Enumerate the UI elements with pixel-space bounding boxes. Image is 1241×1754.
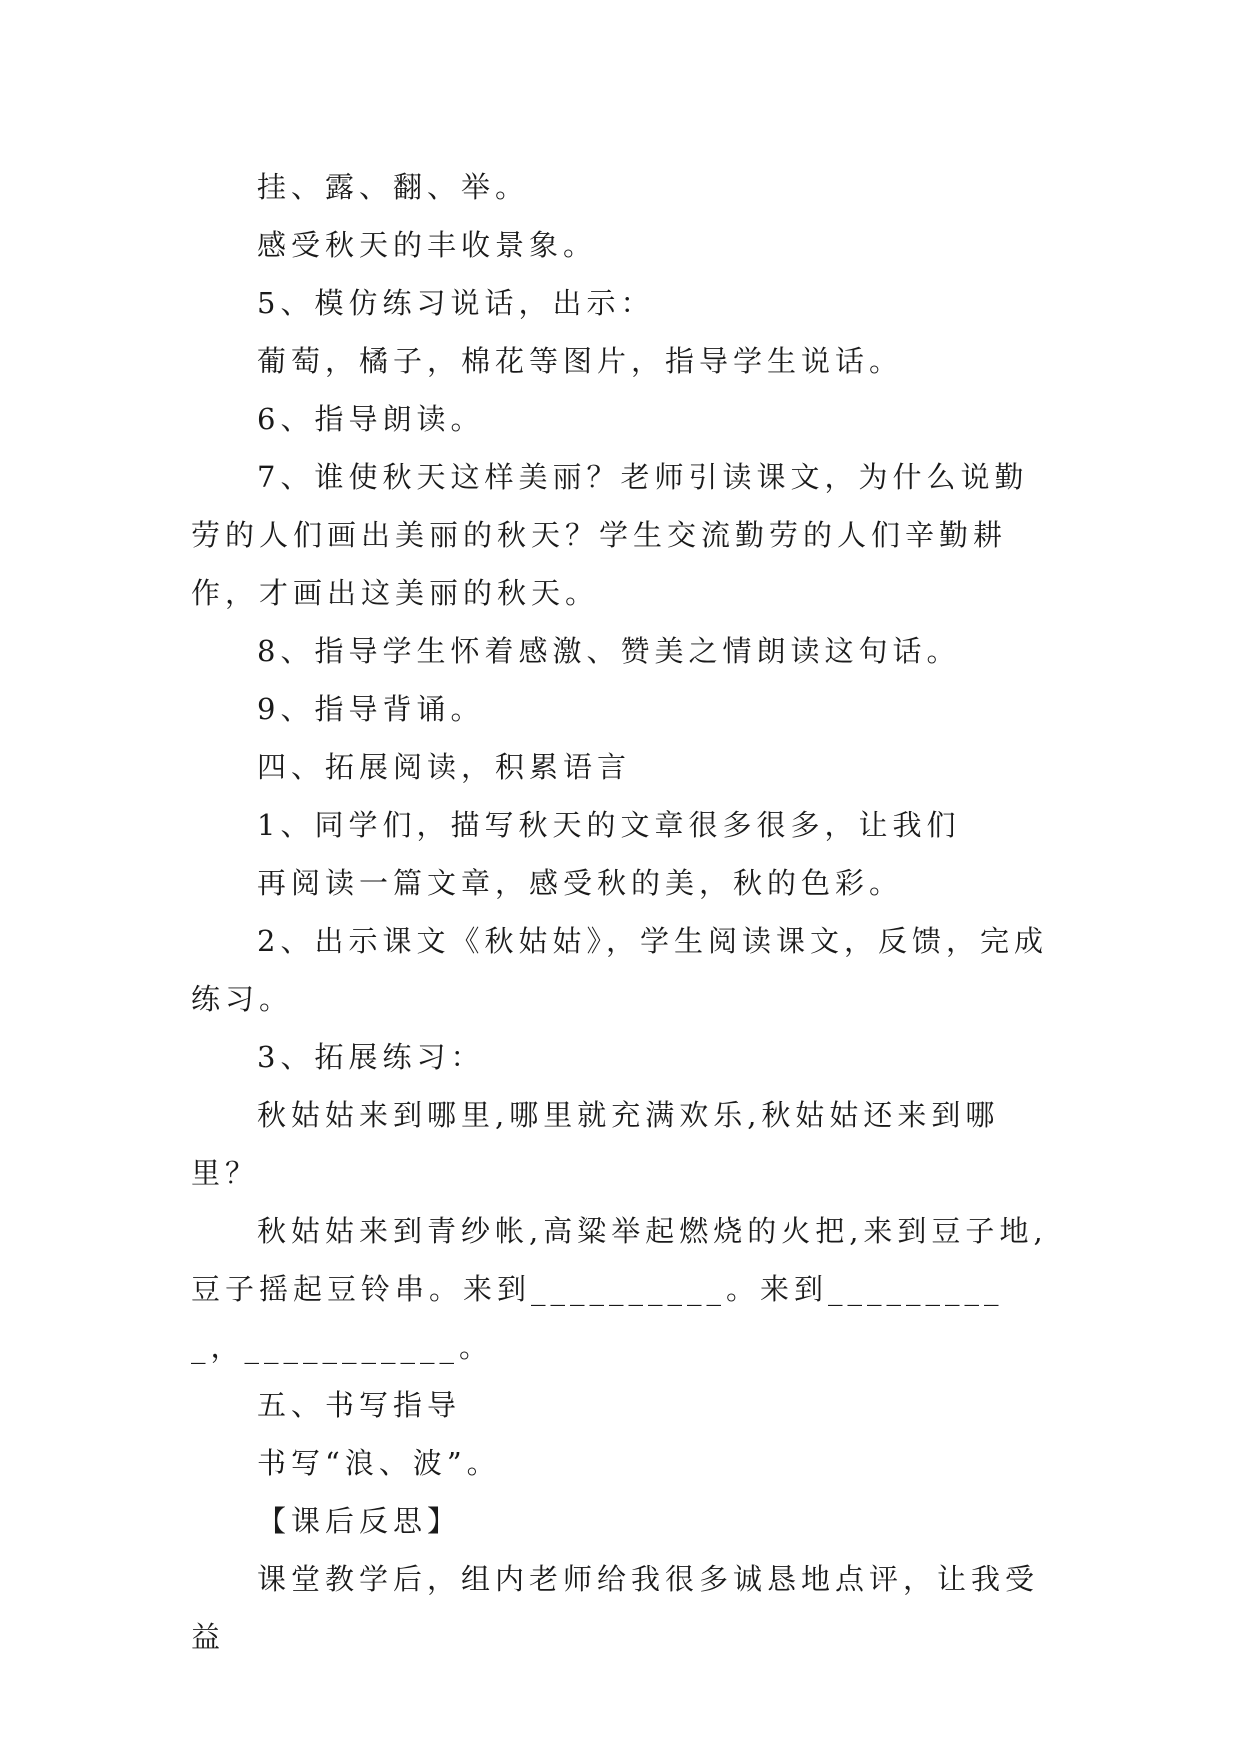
paragraph: 挂、露、翻、举。 [257,170,530,204]
section-heading: 【课后反思】 [257,1504,462,1538]
document-body [191,158,1051,1666]
paragraph: 9、指导背诵。 [257,692,485,726]
paragraph: 书写“浪、波”。 [257,1446,501,1480]
paragraph: 课堂教学后，组内老师给我很多诚恳地点评，让我受益 [191,1562,1040,1654]
paragraph: 葡萄，橘子，棉花等图片，指导学生说话。 [257,344,904,378]
section-heading: 四、拓展阅读，积累语言 [257,750,632,784]
paragraph: 2、出示课文《秋姑姑》，学生阅读课文，反馈，完成练习。 [191,924,1048,1016]
paragraph: 秋姑姑来到青纱帐,高粱举起燃烧的火把,来到豆子地,豆子摇起豆铃串。来到__________。来到__________，___________。 [191,1214,1048,1364]
paragraph: 感受秋天的丰收景象。 [257,228,598,262]
paragraph: 3、拓展练习： [257,1040,485,1074]
paragraph: 6、指导朗读。 [257,402,485,436]
paragraph: 8、指导学生怀着感激、赞美之情朗读这句话。 [257,634,961,668]
paragraph: 7、谁使秋天这样美丽？老师引读课文，为什么说勤劳的人们画出美丽的秋天？学生交流勤劳的人们辛勤耕作，才画出这美丽的秋天。 [191,460,1029,610]
section-heading: 五、书写指导 [257,1388,462,1422]
paragraph: 秋姑姑来到哪里,哪里就充满欢乐,秋姑姑还来到哪里？ [191,1098,1000,1190]
paragraph: 5、模仿练习说话，出示： [257,286,655,320]
paragraph: 1、同学们，描写秋天的文章很多很多，让我们 [257,808,961,842]
paragraph: 再阅读一篇文章，感受秋的美，秋的色彩。 [257,866,904,900]
